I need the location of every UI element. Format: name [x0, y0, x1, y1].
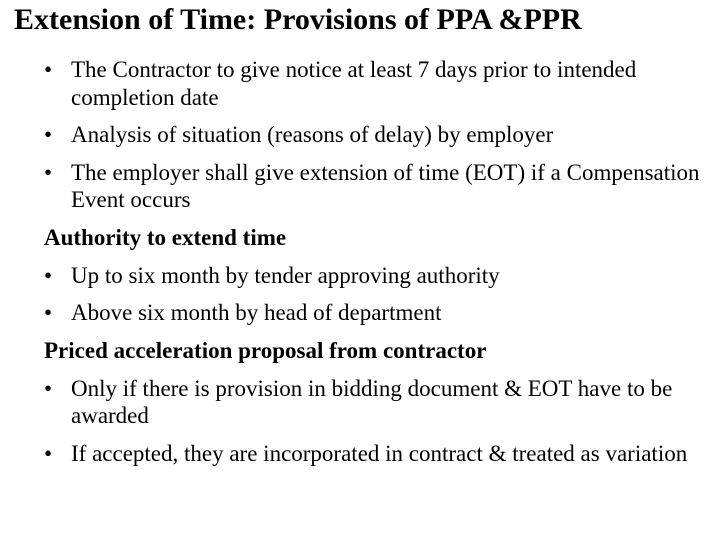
bullet-text: Analysis of situation (reasons of delay) by employer	[71, 122, 554, 148]
bullet-icon: •	[44, 57, 53, 82]
slide-body	[44, 56, 704, 478]
bullet-icon: •	[44, 159, 53, 185]
section-heading-authority: Authority to extend time	[44, 225, 287, 251]
bullet-text: Above six month by head of department	[71, 300, 442, 326]
bullet-item-up-to-six-month	[44, 262, 704, 290]
bullet-text: If accepted, they are incorporated in contract & treated as variation	[71, 441, 688, 466]
bullet-icon: •	[44, 122, 53, 148]
bullet-item-provision	[44, 375, 704, 430]
bullet-icon: •	[44, 441, 53, 466]
bullet-item-eot	[44, 159, 704, 214]
bullet-text: The Contractor to give notice at least 7 days prior to intended completion date	[71, 57, 637, 110]
bullet-item-accepted	[44, 440, 704, 468]
bullet-text: Only if there is provision in bidding document & EOT have to be awarded	[71, 375, 673, 429]
bullet-icon: •	[44, 300, 53, 326]
section-heading-acceleration: Priced acceleration proposal from contractor	[44, 338, 487, 364]
bullet-item-notice	[44, 56, 704, 111]
bullet-text: Up to six month by tender approving authority	[71, 262, 500, 288]
bullet-icon: •	[44, 262, 53, 288]
slide-title: Extension of Time: Provisions of PPA &PPR	[14, 3, 582, 36]
bullet-item-analysis	[44, 121, 704, 149]
bullet-text: The employer shall give extension of time (EOT) if a Compensation Event occurs	[71, 159, 700, 213]
bullet-item-above-six-month	[44, 299, 704, 327]
bullet-icon: •	[44, 375, 53, 401]
